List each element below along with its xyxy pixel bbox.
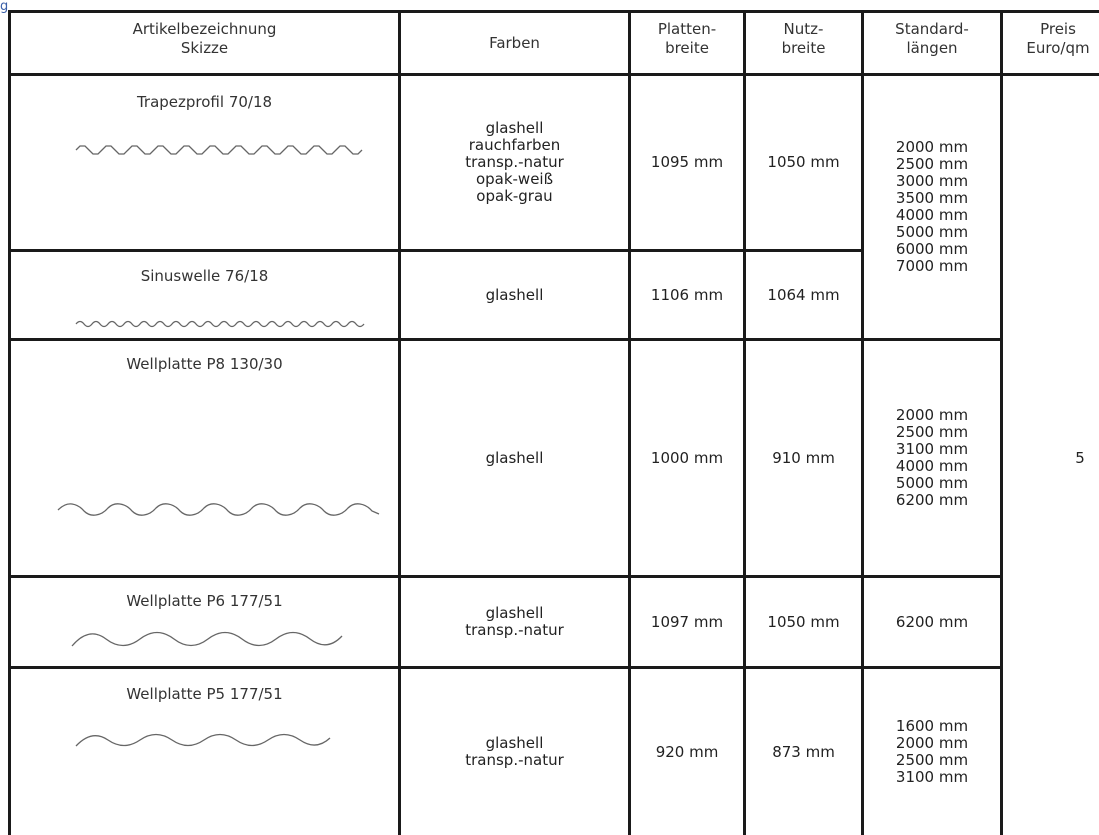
row-colors: glashell (485, 285, 544, 304)
row-usable-width: 1050 mm (767, 153, 840, 171)
row-colors: glashell (485, 448, 544, 467)
row-plate-width: 1106 mm (650, 285, 724, 304)
header-standard-lengths: Standard- längen (895, 20, 969, 57)
header-colors: Farben (489, 33, 540, 52)
trapezoid-profile-sketch (76, 143, 366, 157)
row-usable-width: 1050 mm (767, 612, 840, 631)
row-lengths: 2000 mm 2500 mm 3100 mm 4000 mm 5000 mm 6200 mm (895, 406, 969, 509)
row-title: Sinuswelle 76/18 (140, 267, 269, 285)
profile-line (76, 146, 362, 154)
header-article: Artikelbezeichnung Skizze (132, 20, 277, 57)
row-title: Wellplatte P6 177/51 (126, 592, 283, 610)
row-lengths: 6200 mm (895, 612, 969, 631)
profile-line (76, 735, 330, 747)
profile-line (76, 322, 364, 327)
header-usable-width: Nutz- breite (781, 20, 826, 57)
row-plate-width: 1000 mm (650, 448, 724, 467)
row-plate-width: 1097 mm (650, 612, 724, 631)
row-usable-width: 1064 mm (767, 285, 840, 304)
row-title: Wellplatte P5 177/51 (126, 685, 283, 703)
corrugated-p8-sketch (58, 500, 380, 518)
row-title: Trapezprofil 70/18 (136, 93, 273, 111)
profile-line (58, 504, 379, 515)
sine-wave-sketch (76, 319, 366, 329)
row-title: Wellplatte P8 130/30 (126, 355, 283, 373)
corner-mark: g (0, 0, 9, 14)
column-divider (1000, 10, 1003, 835)
profile-line (72, 633, 342, 647)
shared-lengths: 2000 mm 2500 mm 3000 mm 3500 mm 4000 mm 5000 mm 6000 mm 7000 mm (895, 138, 969, 275)
row-colors: glashell transp.-natur (465, 734, 564, 769)
row-usable-width: 873 mm (772, 742, 835, 761)
price-fragment: 5 (1075, 448, 1085, 467)
row-lengths: 1600 mm 2000 mm 2500 mm 3100 mm (895, 717, 969, 786)
header-price: Preis Euro/qm (1026, 20, 1090, 57)
row-plate-width: 1095 mm (650, 153, 724, 171)
corrugated-p6-sketch (72, 628, 344, 650)
table-border-left (8, 10, 11, 835)
header-plate-width: Platten- breite (657, 20, 717, 57)
row-plate-width: 920 mm (655, 742, 719, 761)
row-colors: glashell transp.-natur (465, 604, 564, 639)
corrugated-p5-sketch (76, 730, 332, 750)
row-colors: glashell rauchfarben transp.-natur opak-weiß opak-grau (465, 119, 564, 205)
row-usable-width: 910 mm (772, 448, 835, 467)
